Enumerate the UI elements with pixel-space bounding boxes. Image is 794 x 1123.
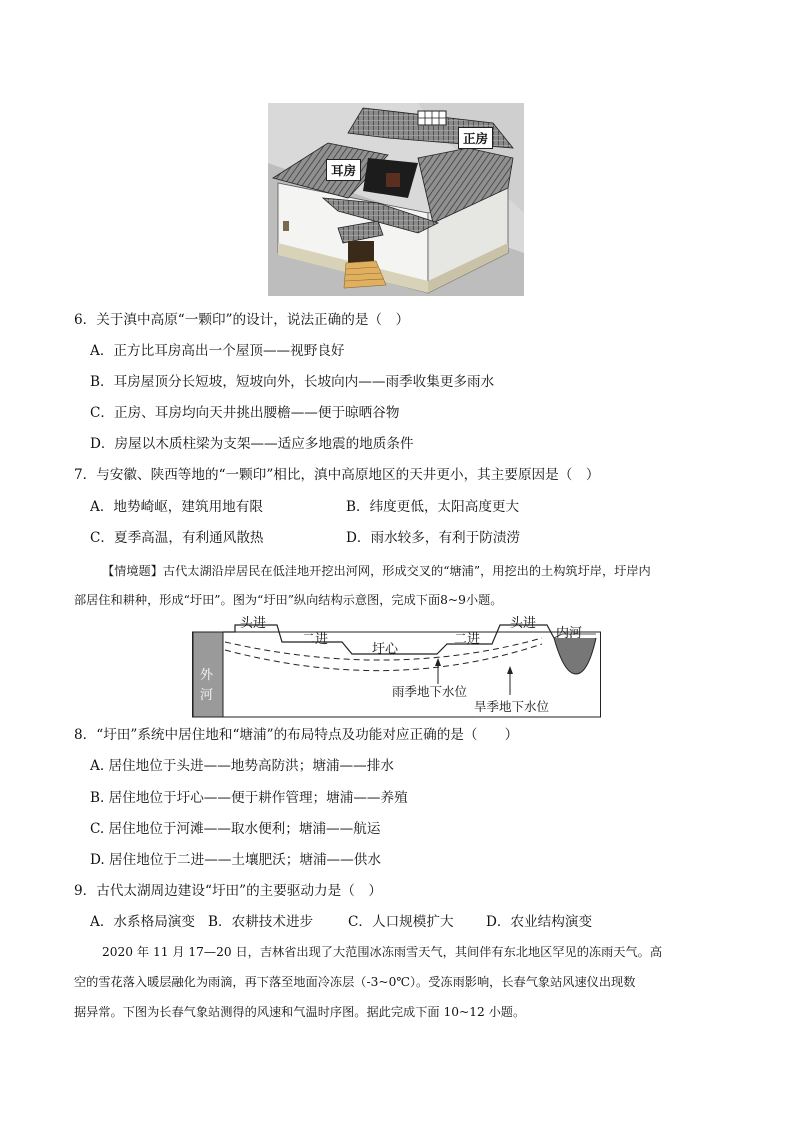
q9-stem: 9．古代太湖周边建设“圩田”的主要驱动力是（ ） — [74, 883, 383, 899]
q8-option-c[interactable]: C. 居住地位于河滩——取水便利；塘浦——航运 — [90, 821, 381, 837]
label-erjin-left: 二进 — [302, 632, 329, 647]
q6-option-c[interactable]: C．正房、耳房均向天井挑出腰檐——便于晾晒谷物 — [90, 405, 400, 421]
label-toujin-left: 头进 — [240, 616, 267, 631]
q9-option-c[interactable]: C．人口规模扩大 — [348, 914, 454, 930]
label-dry-water-level: 旱季地下水位 — [474, 699, 550, 714]
label-rainy-water-level: 雨季地下水位 — [392, 684, 468, 699]
q7-option-b[interactable]: B．纬度更低，太阳高度更大 — [346, 499, 520, 515]
q7-option-c[interactable]: C．夏季高温，有利通风散热 — [90, 530, 264, 546]
polder-diagram — [192, 612, 604, 720]
label-weixin: 圩心 — [372, 642, 399, 657]
q7-option-d[interactable]: D．雨水较多，有利于防渍涝 — [346, 530, 521, 546]
label-outer-river-1: 外 — [200, 668, 214, 683]
q8-option-b[interactable]: B. 居住地位于圩心——便于耕作管理；塘浦——养殖 — [90, 790, 408, 806]
q8-option-a[interactable]: A. 居住地位于头进——地势高防洪；塘浦——排水 — [90, 758, 394, 774]
passage-line-2: 空的雪花落入暖层融化为雨滴，再下落至地面冷冻层（-3~0℃）。受冻雨影响，长春气象站风速仪出现数 — [74, 975, 636, 989]
label-outer-river-2: 河 — [200, 688, 214, 703]
q6-stem: 6．关于滇中高原“一颗印”的设计，说法正确的是（ ） — [74, 312, 410, 328]
q9-option-d[interactable]: D．农业结构演变 — [486, 914, 593, 930]
passage-line-3: 据异常。下图为长春气象站测得的风速和气温时序图。据此完成下面 10~12 小题。 — [74, 1005, 526, 1019]
house-illustration — [268, 103, 524, 296]
context-line-2: 部居住和耕种，形成“圩田”。图为“圩田”纵向结构示意图，完成下面8~9小题。 — [74, 593, 503, 607]
q6-option-b[interactable]: B．耳房屋顶分长短坡，短坡向外，长坡向内——雨季收集更多雨水 — [90, 374, 495, 390]
q6-option-a[interactable]: A．正方比耳房高出一个屋顶——视野良好 — [90, 343, 345, 359]
q7-stem: 7．与安徽、陕西等地的“一颗印”相比，滇中高原地区的天井更小，其主要原因是（ ） — [74, 467, 600, 483]
label-erjin-right: 二进 — [454, 632, 481, 647]
context-line-1: 【情境题】古代太湖沿岸居民在低洼地开挖出河网，形成交叉的“塘浦”，用挖出的土构筑圩岸，圩岸内 — [102, 564, 651, 578]
q8-option-d[interactable]: D. 居住地位于二进——土壤肥沃；塘浦——供水 — [90, 852, 381, 868]
q8-stem: 8．“圩田”系统中居住地和“塘浦”的布局特点及功能对应正确的是（ ） — [74, 727, 519, 743]
label-inner-river: 内河 — [556, 626, 583, 641]
label-erfang: 耳房 — [326, 159, 361, 181]
q9-option-b[interactable]: B．农耕技术进步 — [208, 914, 314, 930]
passage-line-1: 2020 年 11 月 17—20 日，吉林省出现了大范围冰冻雨雪天气，其间伴有东北地区罕见的冻雨天气。高 — [102, 945, 663, 959]
q6-option-d[interactable]: D．房屋以木质柱梁为支架——适应多地震的地质条件 — [90, 436, 414, 452]
label-toujin-right: 头进 — [510, 616, 537, 631]
label-zhengfang: 正房 — [458, 127, 493, 149]
q9-option-a[interactable]: A．水系格局演变 — [90, 914, 195, 930]
q7-option-a[interactable]: A．地势崎岖，建筑用地有限 — [90, 499, 263, 515]
